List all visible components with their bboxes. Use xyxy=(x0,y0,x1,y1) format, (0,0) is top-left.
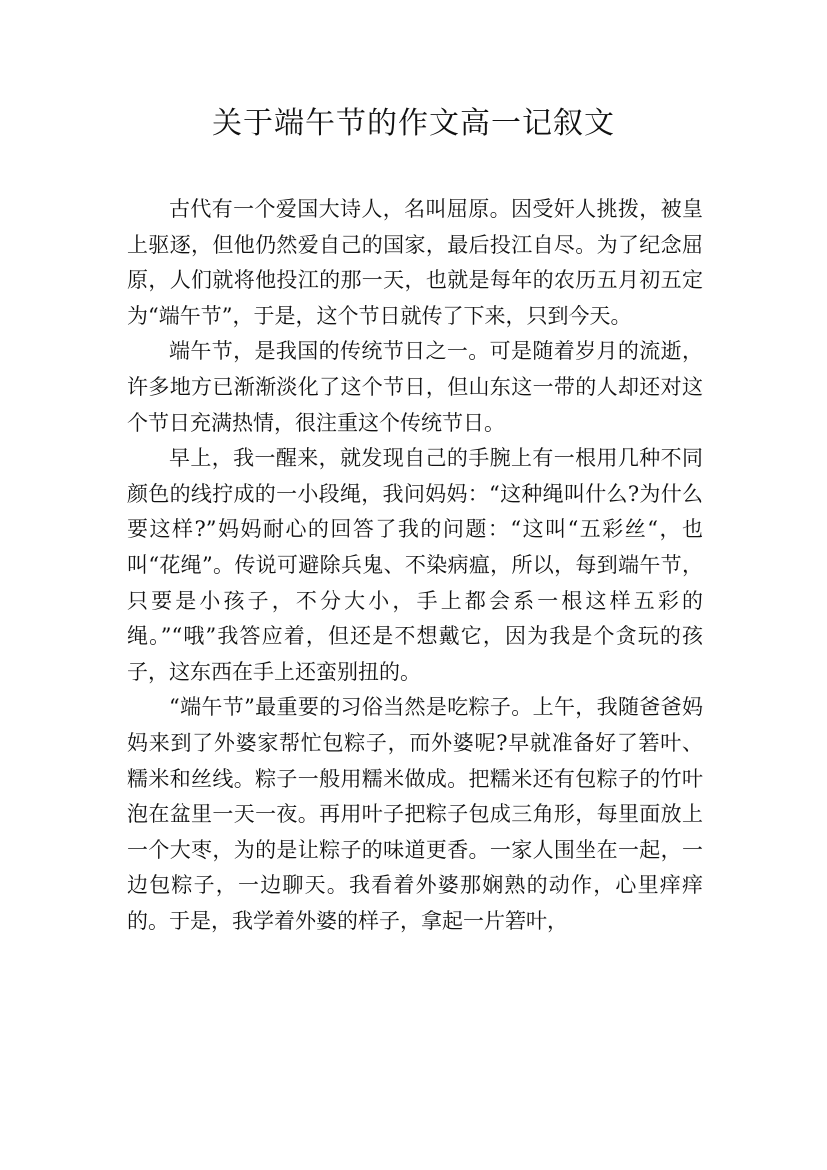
paragraph-1: 古代有一个爱国大诗人，名叫屈原。因受奸人挑拨，被皇上驱逐，但他仍然爱自己的国家，最后投江自尽。为了纪念屈原，人们就将他投江的那一天，也就是每年的农历五月初五定为“端午节”，于是，这个节日就传了下来，只到今天。 xyxy=(127,197,703,328)
document-body xyxy=(127,192,703,939)
paragraph-2: 端午节，是我国的传统节日之一。可是随着岁月的流逝，许多地方已渐渐淡化了这个节日，但山东这一带的人却还对这个节日充满热情，很注重这个传统节日。 xyxy=(127,339,703,435)
paragraph-3: 早上，我一醒来，就发现自己的手腕上有一根用几种不同颜色的线拧成的一小段绳，我问妈妈：“这种绳叫什么?为什么要这样?”妈妈耐心的回答了我的问题：“这叫“五彩丝“，也叫“花绳”。传说可避除兵鬼、不染病瘟，所以，每到端午节，只要是小孩子，不分大小，手上都会系一根这样五彩的绳。”“哦”我答应着，但还是不想戴它，因为我是个贪玩的孩子，这东西在手上还蛮别扭的。 xyxy=(127,446,703,684)
document-title: 关于端午节的作文高一记叙文 xyxy=(212,106,615,141)
paragraph-4: “端午节”最重要的习俗当然是吃粽子。上午，我随爸爸妈妈来到了外婆家帮忙包粽子，而外婆呢?早就准备好了箬叶、糯米和丝线。粽子一般用糯米做成。把糯米还有包粽子的竹叶泡在盆里一天一夜。再用叶子把粽子包成三角形，每里面放上一个大枣，为的是让粽子的味道更香。一家人围坐在一起，一边包粽子，一边聊天。我看着外婆那娴熟的动作，心里痒痒的。于是，我学着外婆的样子，拿起一片箬叶， xyxy=(127,695,703,933)
